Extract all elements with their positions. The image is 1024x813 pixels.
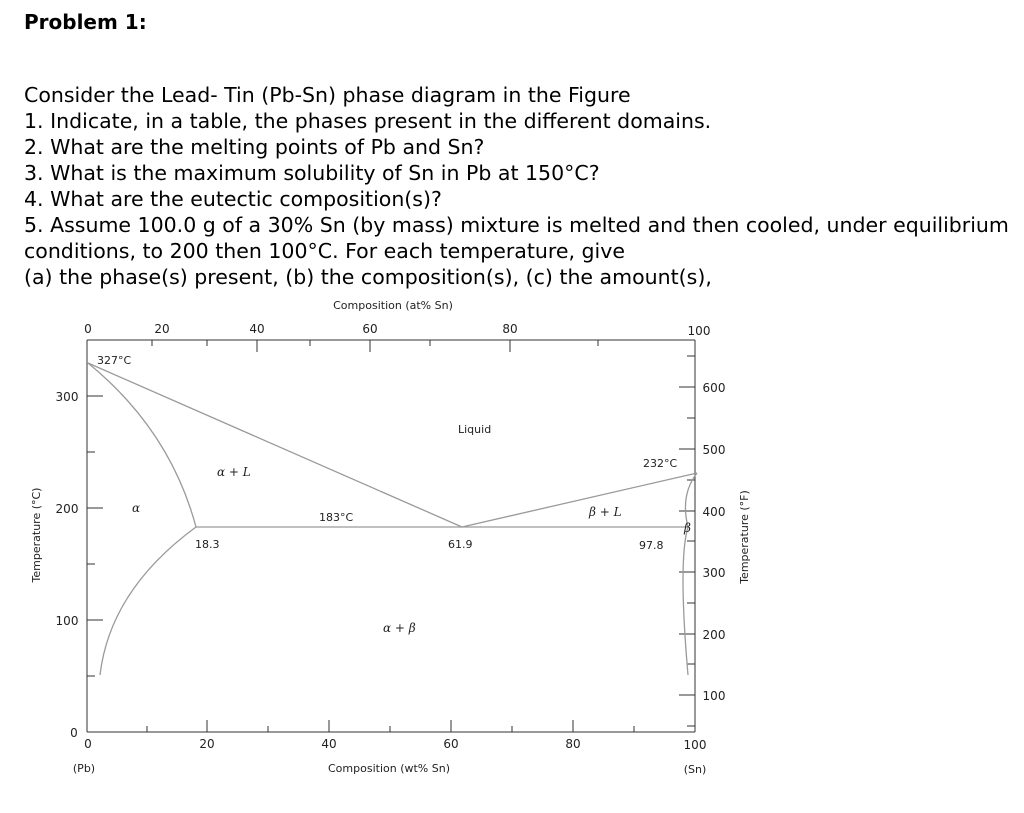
top-tick-label: 80 — [502, 322, 518, 336]
region-liquid-label: Liquid — [458, 423, 492, 436]
right-tick-label: 200 — [702, 628, 726, 642]
top-tick-label: 60 — [362, 322, 378, 336]
left-tick-label: 100 — [55, 614, 79, 628]
right-tick-label: 500 — [702, 443, 726, 457]
solvus-alpha — [100, 527, 196, 675]
bottom-tick-label: 80 — [565, 737, 581, 751]
eutectic-temperature-label: 183°C — [319, 511, 354, 524]
left-tick-label: 0 — [70, 726, 78, 740]
axis-frame — [87, 340, 695, 732]
question-1: 1. Indicate, in a table, the phases present in the different domains. — [24, 109, 712, 133]
top-tick-label: 20 — [154, 322, 170, 336]
left-axis-ticks — [87, 396, 103, 676]
left-tick-label: 300 — [55, 390, 79, 404]
bottom-tick-label: 20 — [199, 737, 215, 751]
question-4: 4. What are the eutectic composition(s)? — [24, 187, 442, 211]
bottom-tick-label: 100 — [683, 738, 707, 752]
problem-intro: Consider the Lead- Tin (Pb-Sn) phase diagram in the Figure — [24, 83, 631, 107]
bottom-tick-label: 0 — [84, 737, 92, 751]
left-tick-label: 200 — [55, 502, 79, 516]
region-alpha-label: α — [132, 501, 141, 515]
sn-melting-point-label: 232°C — [643, 457, 678, 470]
problem-heading: Problem 1: — [24, 10, 147, 34]
right-tick-label: 300 — [702, 566, 726, 580]
question-5: 5. Assume 100.0 g of a 30% Sn (by mass) mixture is melted and then cooled, under equilibrium conditions, to 200 then 100°C. For each temperature, give — [24, 213, 1009, 263]
bottom-tick-label: 40 — [321, 737, 337, 751]
right-tick-label: 600 — [702, 381, 726, 395]
pb-melting-point-label: 327°C — [97, 354, 132, 367]
right-tick-label: 100 — [702, 689, 726, 703]
solidus-alpha — [88, 363, 196, 527]
region-alpha-liquid-label: α + L — [217, 465, 251, 479]
region-beta-liquid-label: β + L — [589, 505, 622, 519]
top-axis-title: Composition (at% Sn) — [333, 299, 453, 312]
top-axis-ticks — [87, 340, 695, 352]
top-tick-label: 100 — [687, 324, 711, 338]
question-3: 3. What is the maximum solubility of Sn in Pb at 150°C? — [24, 161, 600, 185]
right-axis-title: Temperature (°F) — [738, 490, 751, 584]
eutectic-alpha-composition-label: 18.3 — [195, 538, 220, 551]
bottom-axis-title: Composition (wt% Sn) — [328, 762, 450, 775]
eutectic-beta-composition-label: 97.8 — [639, 539, 664, 552]
eutectic-liquid-composition-label: 61.9 — [448, 538, 473, 551]
bottom-axis-ticks — [87, 720, 634, 732]
liquidus-right — [462, 473, 697, 527]
region-beta-label: β — [684, 521, 691, 535]
left-axis-title: Temperature (°C) — [30, 487, 43, 583]
top-tick-label: 0 — [84, 322, 92, 336]
bottom-tick-label: 60 — [443, 737, 459, 751]
sn-end-label: (Sn) — [683, 763, 707, 776]
region-alpha-beta-label: α + β — [383, 621, 416, 635]
question-5-parts: (a) the phase(s) present, (b) the composition(s), (c) the amount(s), — [24, 265, 712, 289]
question-2: 2. What are the melting points of Pb and Sn? — [24, 135, 485, 159]
top-tick-label: 40 — [249, 322, 265, 336]
liquidus-left — [88, 363, 462, 527]
pb-end-label: (Pb) — [72, 762, 96, 775]
right-tick-label: 400 — [702, 505, 726, 519]
solvus-beta — [683, 527, 688, 675]
